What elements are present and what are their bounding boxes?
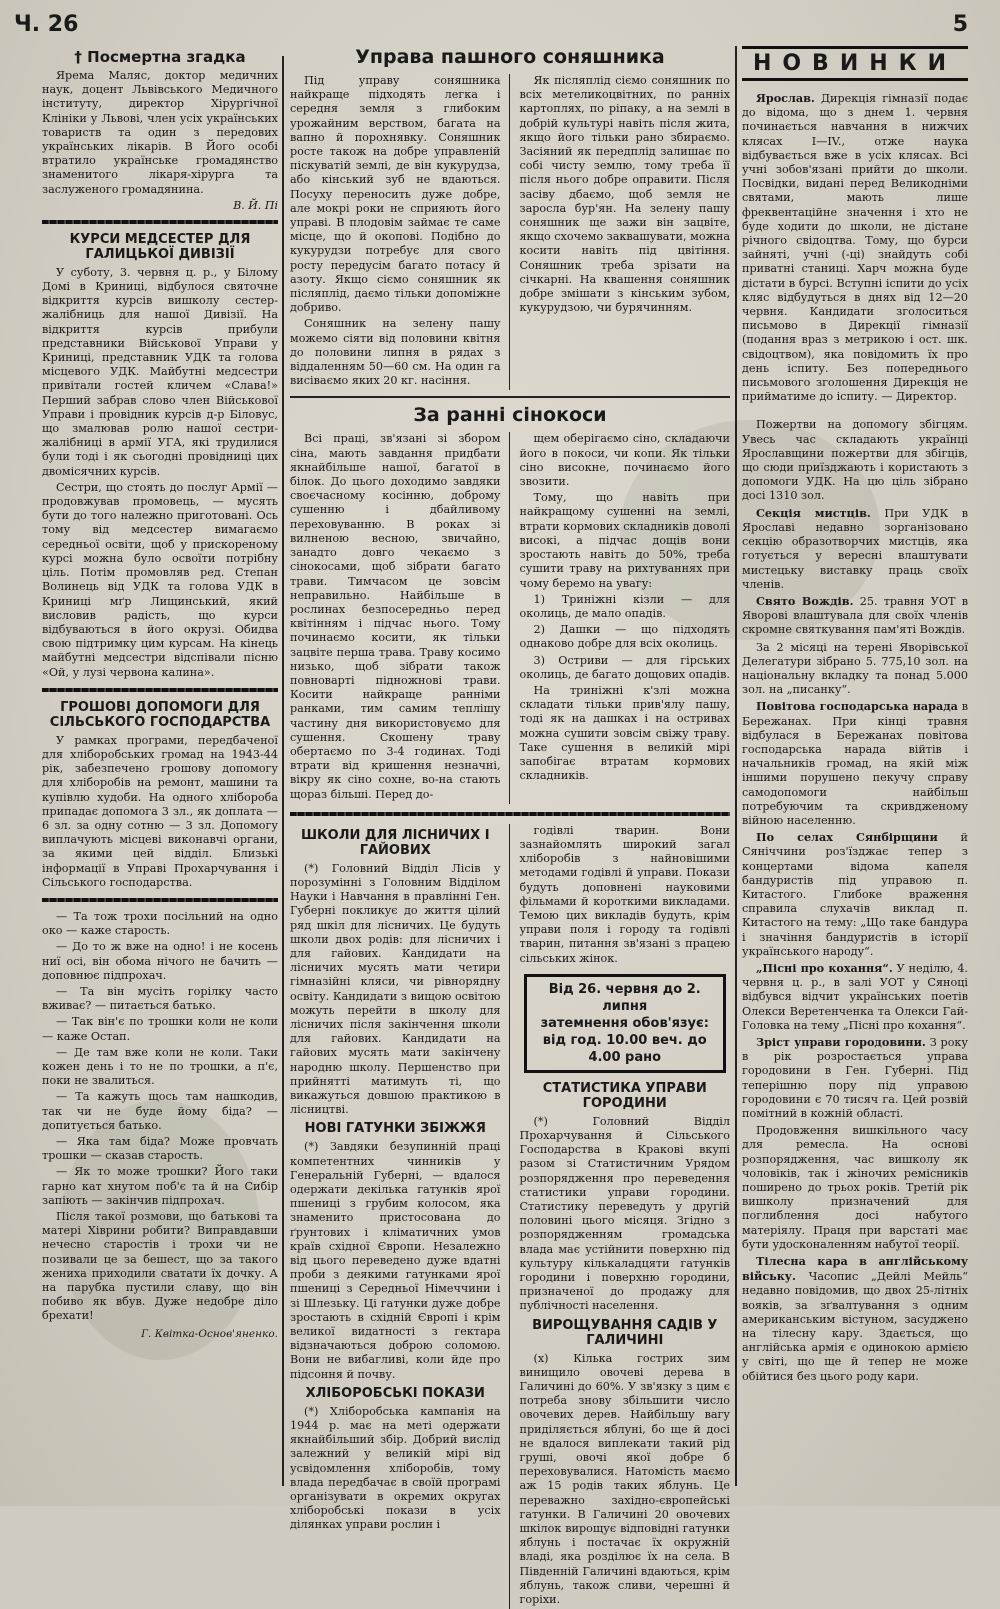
dialogue-line: — Як то може трошки? Його таки гарно кат хнутом поб'є та й на Сибір запіють — закінчив підпрохач. — [42, 1165, 278, 1207]
forestry-continued: годівлі тварин. Вони зазнайомлять широкий загал хліборобів з найновішими методами годівлі й управи. Покази будуть доповнені науковими фільмами й короткими викладами. Темою цих викладів будуть, крім управи поля і городу та годівлі тварин, питання зв'язані з працею сільських жінок. — [519, 823, 730, 965]
haying-text-3: Тому, що навіть при найкращому сушенні на землі, втрати кормових складників доволі високі, а підчас дощів вони зростають навіть до 50%, треба сушити траву на рихтуваннях при чому беремо на увагу: — [519, 491, 730, 590]
news-item-label: Ярослав. — [756, 91, 815, 105]
closing-text: Після такої розмови, що батькові та матері Хіврини робити? Виправдавши нечесно старостів і трохи чи не позивали це за бешест, що за такого жениха приходили сватати їх дочку. А на парубка пустили славу, що він побиво як вбув. Дуже недобре діло брехати! — [42, 1210, 278, 1323]
news-item — [742, 640, 968, 698]
news-item-label: „Пісні про кохання“. — [756, 960, 893, 975]
blackout-line: затемнення обов'язує: — [540, 1015, 709, 1031]
middle-columns — [290, 46, 730, 1607]
news-item — [742, 830, 968, 959]
stats-text: (*) Головний Відділ Прохарчування й Сільського Господарства в Кракові вкупі разом зі Статистичним Урядом розпорядження про переведення статистики управи городини. Статистику переведуть у другій половині цього місяця. Згідно з розпорядженням громадська влада має устійнити поверхню під культуру кількаладцяти гатунків городини і поверхню городини, призначеної до продажу для публічності населення. — [519, 1114, 730, 1313]
shows-text: (*) Хліборобська кампанія на 1944 р. має на меті одержати якнайбільший збір. Добрий вислід залежний у великій мірі від усвідомлення хліборобів, тому влада передбачає в своїй програмі організувати в окремих округах хліборобські покази в усіх ділянках управи рослин і — [290, 1404, 501, 1532]
section-divider — [290, 396, 730, 398]
sunflower-article — [290, 74, 730, 390]
news-item-label: Секція мистців. — [756, 505, 871, 520]
dialogue-line: — До то ж вже на одно! і не косень ниї осі, він обома нічого не бачить — доповнює підпрохач. — [42, 940, 278, 982]
haying-text-2: щем оберігаємо сіно, складаючи його в покоси, чи копи. Як тільки сіно високне, починаємо його звозити. — [519, 432, 730, 489]
news-item-text: З року в рік розростається управа городовини в Ген. Губерні. Під теперішню пору під управою городовини є 70 тисяч га. Цей розвій помітний в кожній області. — [742, 1036, 969, 1121]
news-item-text: 25. травня УОТ в Яворові влаштувала для своїх членів скромне святкування пам'яті Вождів. — [742, 594, 968, 637]
haying-text: Всі праці, зв'язані зі збором сіна, мають завдання придбати якнайбільше нашої, багатої в білок. До цього доходимо завдяки своєчасному косінню, доброму сушенню і дбайливому переховуванню. В роках зі вилненою весною, звичайно, занадто довго чекаємо з сінокосами, щоб зібрати багато трави. Тимчасом це зовсім неправильно. Найбільше в рослинах безпосередньо перед квітінням і підчас нього. Тому починаємо косити, як тільки зацвіте перша трава. Траву косимо низько, щоб зібрати також повноварті підножнові трави. Косити найкраще ранніми ранками, тим самим теплішу частину дня використовуємо для сушення. Скошену траву обертаємо по 3-4 годинах. Тоді втрати від кришення незначні, вікру як сіно сохне, во-на стають щораз більші. Перед до- — [290, 432, 501, 801]
news-item-text: й Сяніччини роз'їзджає тепер з концертами відома капеля бандуристів під управою п. Китастого. Глибоке враження справила слухачів виклад п. Китастого на тему: „Що таке бандура і значіння бандуристів в історії українського народу“. — [742, 831, 968, 958]
blackout-line: Від 26. червня до 2. липня — [548, 981, 701, 1014]
section-divider — [42, 898, 278, 902]
dialogue-line: — Та тож трохи посільний на одно око — каже старость. — [42, 909, 278, 938]
news-item-label: Свято Вождів. — [756, 593, 854, 608]
dialogue-line: — Та кажуть щось там нашкодив, так чи не буде йому біда? — допитується батько. — [42, 1090, 278, 1132]
left-column — [42, 46, 278, 1494]
news-item-text: Часопис „Дейлі Мейль“ недавно повідомив, що двох 25-літніх вояків, за зґвалтування з одним американським вістуном, засуджено на тілесну кару. Здається, що англійська армія є одинокою армією у світі, що ще й тепер не може обійтися без цього роду кари. — [742, 1270, 968, 1383]
lower-middle — [290, 824, 730, 1609]
news-item — [742, 417, 968, 503]
news-item — [742, 594, 968, 638]
column-rule — [735, 46, 737, 1486]
wheat-text: (*) Завдяки безупинній праці компетентних чинників у Генеральній Губерні, — вдалося одержати декілька гатунків ярої пшениці з грубим колосом, яка знаменито пристосована до ґрунтових і кліматичних умов країв східної Європи. Незалежно від цього переведено дуже вдатні проби з деякими гатунками ярої пшениці з Середньої Німеччини і зі Шлезьку. Ці гатунки дуже добре зростають в східній Європі і крім великої видатності з гектара відзначаються доброю соломою. Вони не вибагливі, коли йде про підсоння й почву. — [290, 1140, 501, 1381]
haying-text-4: На триніжні к'злі можна складати тільки прив'ялу пашу, тоді як на дашках і на остривах можна сушити зовсім свіжу траву. Таке сушення в великій мірі запобігає втратам кормових складників. — [519, 683, 730, 783]
stats-title: СТАТИСТИКА УПРАВИ ГОРОДИНИ — [542, 1080, 707, 1111]
news-item — [742, 699, 968, 828]
blackout-line: від год. 10.00 веч. до 4.00 рано — [542, 1032, 707, 1065]
haying-article — [290, 432, 730, 803]
sunflower-text-2: Соняшник на зелену пашу можемо сіяти від половини квітня до половини липня в рядах з віддаленням 50—60 см. На один га висіваємо яких 20 кг. насіння. — [290, 317, 501, 388]
blackout-notice — [524, 974, 727, 1073]
news-item-label: Зріст управи городовини. — [756, 1035, 926, 1049]
section-divider — [42, 688, 278, 692]
news-item — [742, 91, 968, 404]
news-item-text: Пожертви на допомогу збігцям. Увесь час складають українці Ярославщини пожертви для збігців, що сюди приїзджають і користають з допомоги УДК. На цю ціль зібрано досі 1310 зол. — [742, 418, 968, 503]
news-item-label: Тілесна кара в англійському війську. — [742, 1254, 968, 1284]
forestry-text: (*) Головний Відділ Лісів у порозумінні з Головним Відділом Науки і Навчання в правлінні Ген. Губерні покликує до життя цілий ряд шкіл для лісничих. Це будуть школи двох родів: для лісничих і для гайових. Кандидати на лісничих мусять мати четири гімназійні кляси, чи рівнорядну освіту. Кандидати з вищою освітою можуть перейти в школу для лісничих після закінчення школи для гайових. Кандидати на гайових мусять мати закінчену народню школу. Першенство при прийнятті матимуть ті, що викажуться довшою практикою в лісництві. — [290, 861, 501, 1117]
page-number: 5 — [952, 12, 968, 37]
aid-text: У рамках програми, передбаченої для хліборобських громад на 1943-44 рік, забезпечено грошову допомогу для хліборобів на ремонт, машини та купівлю худоби. На одного хлібороба припадає допомога 3 зл., як доплата — 6 зл. за одну сотню — 3 зл. Допомогу виплачують місцеві виконавчі органи, за якими цей відділ. Близькі інформації в Управі Прохарчування і Сільського господарства. — [42, 733, 278, 889]
orchards-title: ВИРОЩУВАННЯ САДІВ У ГАЛИЧИНІ — [532, 1317, 718, 1348]
haying-list-item: 1) Триніжні кізли — для околиць, де мало опадів. — [519, 592, 730, 620]
spacer — [742, 410, 968, 411]
news-item — [742, 1254, 968, 1384]
haying-list-item: 3) Остриви — для гірських околиць, де багато дощових опадів. — [519, 653, 730, 681]
forestry-title: ШКОЛИ ДЛЯ ЛІСНИЧИХ І ГАЙОВИХ — [300, 827, 490, 858]
courses-text: У суботу, 3. червня ц. р., у Білому Домі в Криниці, відбулося святочне відкриття курсів вишколу сестер-жалібниць для нашої Дивізії. На відкриття курсів прибули представники Військової Управи у Криниці, представник УДК та голова місцевого УДК. Майбутні медсестри привітали гостей кличем «Слава!» Перший забрав слово член Військової Управи і провідник курсів д-р Біловус, що змалював ролю нашої сестри-жалібниці в армії УГА, які трудилися були тоді і як сьогодні провідниці цих двомісячних курсів. — [42, 265, 278, 478]
obituary-title: † Посмертна згадка — [74, 48, 246, 66]
sunflower-title: Управа пашного соняшника — [355, 46, 665, 68]
courses-title: КУРСИ МЕДСЕСТЕР ДЛЯ ГАЛИЦЬКОЇ ДИВІЗІЇ — [69, 231, 251, 262]
story-author: Г. Квітка-Основ'яненко. — [141, 1327, 278, 1340]
news-item-text: в Бережанах. При кінці травня відбулася в Бережанах повітова господарська нарада війтів і начальників громад, на якій між іншими порушено пекучу справу самодопомоги найбільш потребуючим та скривдженому війною населенню. — [742, 700, 968, 827]
wheat-title: НОВІ ГАТУНКИ ЗБІЖЖЯ — [304, 1121, 486, 1137]
section-divider — [290, 812, 730, 816]
sunflower-text: Під управу соняшника найкраще підходять легка і середня земля з глибоким урожайним верством, багата на вапно й порохнявку. Соняшник росте також на добре управленій піскуватій землі, де він кукурудза, або кінський зуб не вдаються. Посуху переносить дуже добре, але мокрі роки не сприяють його управі. В плодовім займає те саме місце, що й окопові. Подібно до кукурудзи потребує для свого росту передусім багато потасу й азоту. Якщо сіємо соняшник як післяплід, даємо тільки допоміжне добриво. — [290, 74, 501, 315]
dialogue-line: — Та він мусіть горілку часто вживає? — питається батько. — [42, 984, 278, 1013]
obituary-signature: В. Й. Пі — [233, 198, 278, 212]
news-title: НОВИНКИ — [742, 46, 968, 81]
sunflower-text-3: Як післяплід сіємо соняшник по всіх метеликоцвітних, по ранніх картоплях, по ріпаку, а на землі в добрій культурі навіть після жита, якщо його тільки рано збираємо. Засіяний як передплід залишає по собі чисту землю, тому треба її після нього добре оправити. Після засіву дбаємо, щоб земля не заросла бур'ян. На зелену пашу соняшник ще зажи він зацвіте, якщо схочемо заквашувати, можна косити навіть під цвітіння. Соняшник треба зрізати на січкарні. На квашення соняшник добре змішати з кінським зубом, кукурудзою, чи бурячинням. — [519, 74, 730, 315]
haying-title: За ранні сінокоси — [413, 404, 607, 427]
news-item — [742, 961, 968, 1033]
column-rule — [282, 56, 284, 1486]
orchards-text: (х) Кілька гострих зим винищило овочеві дерева в Галичині до 60%. У зв'язку з цим є потреба знову збільшити число овочевих дерев. Найбільшу вагу приділяється яблуні, бо ще й досі не вдалося виплекати такий рід груші, овочі якої добре б переховувалися. Натомість маємо аж 15 родів таких яблунь. Це переважно західно-європейські гатунки. В Галичині 20 овочевих шкілок вирощує відповідні гатунки яблунь і постачає їх окружній владі, яка розділює їх на села. В Південній Галичині вдаються, крім яблунь, також сливи, черешні й горіхи. — [519, 1351, 730, 1607]
news-column — [742, 46, 968, 1494]
section-divider — [42, 220, 278, 224]
news-item-text: Дирекція гімназії подає до відома, що з днем 1. червня починається навчання в нижчих клясах I—IV., отже наука відбувається вже в усіх клясах. Всі учні зобов'язані прийти до школи. Посвідки, видані перед Великодніми святами, мають лише фреквентаційне значення і хто не буде ходити до школи, не дістане річного свідоцтва. Тому, що бурси зайняті, учні (-ці) знайдуть собі приватні станиці. Харч можна буде дістати в бурсі. Вступні іспити до усіх кляс відбудуться в днях від 12—20 червня. Кандидати зголоситься письмово в Дирекції гімназії (подання враз з метрикою і ост. шк. свідоцтвом), яка повідомить їх про день іспиту. Без попереднього письмового зголошення Дирекція не прийматиме до іспиту. — Директор. — [742, 92, 968, 404]
obituary-text: Ярема Маляс, доктор медичних наук, доцент Львівського Медичного інституту, директор Хірургічної Клініки у Львові, член усіх українських товариств та один з передових українських лікарів. В Його особі втратило українське громадянство знаменитого лікаря-хірурга та заслуженого громадянина. — [42, 69, 278, 196]
news-item-label: По селах Сянбірщини — [756, 830, 938, 845]
news-item-text: За 2 місяці на терені Яворівської Делегатури зібрано 5. 775,10 зол. на національну вкладку та понад 5.000 зол. на „писанку“. — [742, 640, 968, 697]
news-item-text: Продовження вишкільного часу для ремесла. На основі розпорядження, час вишколу як чоловіків, так і жіночих ремісників поширено до трьох років. Третій рік вишколу призначений для поглиблення досі набутого матеріялу. Праця при варстаті має бути удосконаленням набутої теорії. — [742, 1124, 968, 1251]
haying-list-item: 2) Дашки — що підходять однаково добре для всіх околиць. — [519, 623, 730, 651]
shows-title: ХЛІБОРОБСЬКІ ПОКАЗИ — [305, 1385, 485, 1401]
aid-title: ГРОШОВІ ДОПОМОГИ ДЛЯ СІЛЬСЬКОГО ГОСПОДАРСТВА — [49, 699, 271, 730]
dialogue — [42, 910, 278, 1208]
dialogue-line: — Де там вже коли не коли. Таки кожен день і то не по трошки, а п'є, поки не звалиться. — [42, 1045, 278, 1088]
news-item — [742, 1123, 968, 1252]
news-item-text: У неділю, 4. червня ц. р., в залі УОТ у Сяноці відбувся відчит українських поетів Олекси Веретенченка та Олекси Гай-Головка на тему „Пісні про кохання“. — [742, 961, 968, 1032]
dialogue-line: — Яка там біда? Може провчать трошки — сказав старость. — [42, 1135, 278, 1163]
news-item-text: При УДК в Ярославі недавно зорганізовано секцію образотворчих мистців, яка готується у вересні влаштувати мистецьку виставку праць своїх членів. — [742, 506, 968, 591]
news-item-label: Повітова господарська нарада — [756, 699, 958, 714]
courses-text-2: Сестри, що стоять до послуг Армії — продовжував промовець, — мусять бути до того належно приготовані. Ось тому від медсестер вимагаємо середньої освіти, щоб у прискореному курсі можна було освоїти потрібну ціль. Потім промовляв ред. Степан Волинець від УДК та голова УДК в Криниці мґр Лищинський, який висловив радість, що курси відбуваються в його окрузі. Обидва свою підтримку цим курсам. На кінець майбутні медсестри відспівали пісню «Ой, у лузі червона калина». — [42, 480, 278, 679]
news-item — [742, 1035, 968, 1121]
issue-number: Ч. 26 — [14, 12, 79, 37]
dialogue-line: — Так він'є по трошки коли не коли — каже Остап. — [42, 1015, 278, 1043]
news-item — [742, 506, 968, 592]
